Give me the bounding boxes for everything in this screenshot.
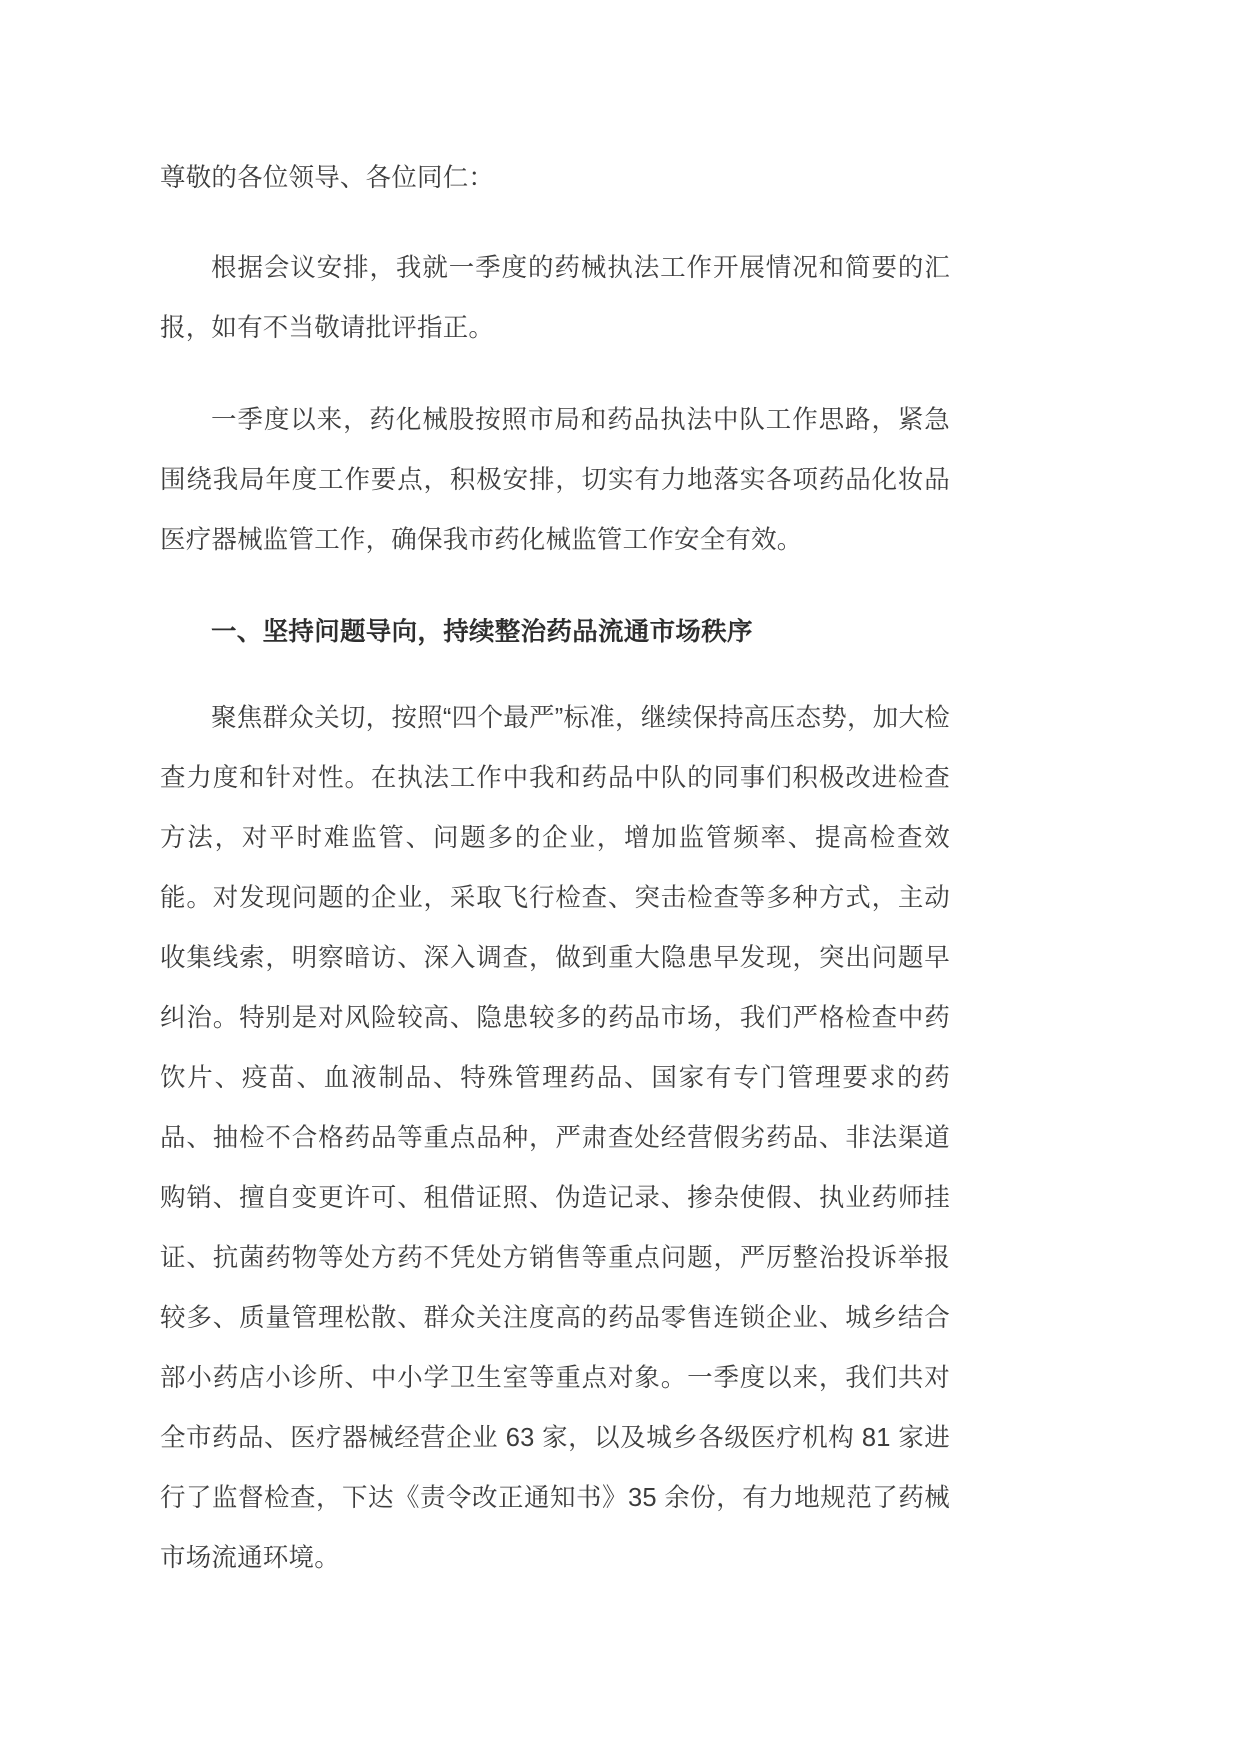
section-heading-one: 一、坚持问题导向，持续整治药品流通市场秩序 bbox=[211, 618, 753, 646]
document-body bbox=[160, 148, 950, 1588]
section-one-body: 聚焦群众关切，按照“四个最严”标准，继续保持高压态势，加大检查力度和针对性。在执法工作中我和药品中队的同事们积极改进检查方法，对平时难监管、问题多的企业，增加监管频率、提高检查效能。对发现问题的企业，采取飞行检查、突击检查等多种方式，主动收集线索，明察暗访、深入调查，做到重大隐患早发现，突出问题早纠治。特别是对风险较高、隐患较多的药品市场，我们严格检查中药饮片、疫苗、血液制品、特殊管理药品、国家有专门管理要求的药品、抽检不合格药品等重点品种，严肃查处经营假劣药品、非法渠道购销、擅自变更许可、租借证照、伪造记录、掺杂使假、执业药师挂证、抗菌药物等处方药不凭处方销售等重点问题，严厉整治投诉举报较多、质量管理松散、群众关注度高的药品零售连锁企业、城乡结合部小药店小诊所、中小学卫生室等重点对象。一季度以来，我们共对全市药品、医疗器械经营企业 63 家，以及城乡各级医疗机构 81 家进行了监督检查，下达《责令改正通知书》35 余份，有力地规范了药械市场流通环境。 bbox=[160, 704, 950, 1572]
salutation-line: 尊敬的各位领导、各位同仁： bbox=[160, 164, 495, 192]
paragraph-overview: 一季度以来，药化械股按照市局和药品执法中队工作思路，紧急围绕我局年度工作要点，积极安排，切实有力地落实各项药品化妆品医疗器械监管工作，确保我市药化械监管工作安全有效。 bbox=[160, 406, 950, 554]
paragraph-intro: 根据会议安排，我就一季度的药械执法工作开展情况和简要的汇报，如有不当敬请批评指正。 bbox=[160, 254, 950, 342]
